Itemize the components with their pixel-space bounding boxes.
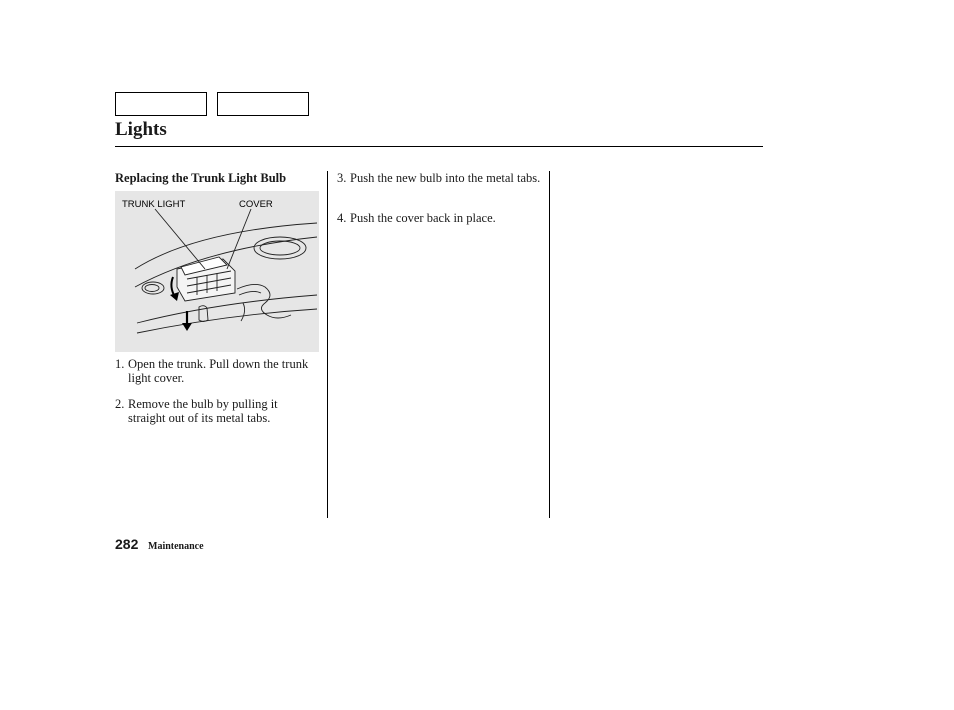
step-number: 4. <box>337 211 347 225</box>
section-heading: Replacing the Trunk Light Bulb <box>115 171 287 185</box>
callout-cover: COVER <box>239 199 273 210</box>
step-item <box>115 358 315 385</box>
nav-button-next[interactable] <box>217 92 309 116</box>
trunk-light-drawing <box>115 191 319 352</box>
step-text: Open the trunk. Pull down the trunk light cover. <box>128 357 309 385</box>
step-item <box>337 212 542 226</box>
page-title: Lights <box>115 119 167 140</box>
column-divider <box>327 171 328 518</box>
step-item <box>115 398 315 425</box>
step-text: Remove the bulb by pulling it straight out of its metal tabs. <box>128 397 278 425</box>
step-item <box>337 172 542 186</box>
callout-trunk-light: TRUNK LIGHT <box>122 199 186 210</box>
step-text: Push the cover back in place. <box>350 211 496 225</box>
step-number: 3. <box>337 171 347 185</box>
title-rule <box>115 146 763 147</box>
step-number: 2. <box>115 397 125 411</box>
step-number: 1. <box>115 357 125 371</box>
page-number: 282 <box>115 536 139 552</box>
footer-section-name: Maintenance <box>148 541 204 552</box>
trunk-light-illustration <box>115 191 319 352</box>
nav-button-previous[interactable] <box>115 92 207 116</box>
column-divider <box>549 171 550 518</box>
step-text: Push the new bulb into the metal tabs. <box>350 171 541 185</box>
